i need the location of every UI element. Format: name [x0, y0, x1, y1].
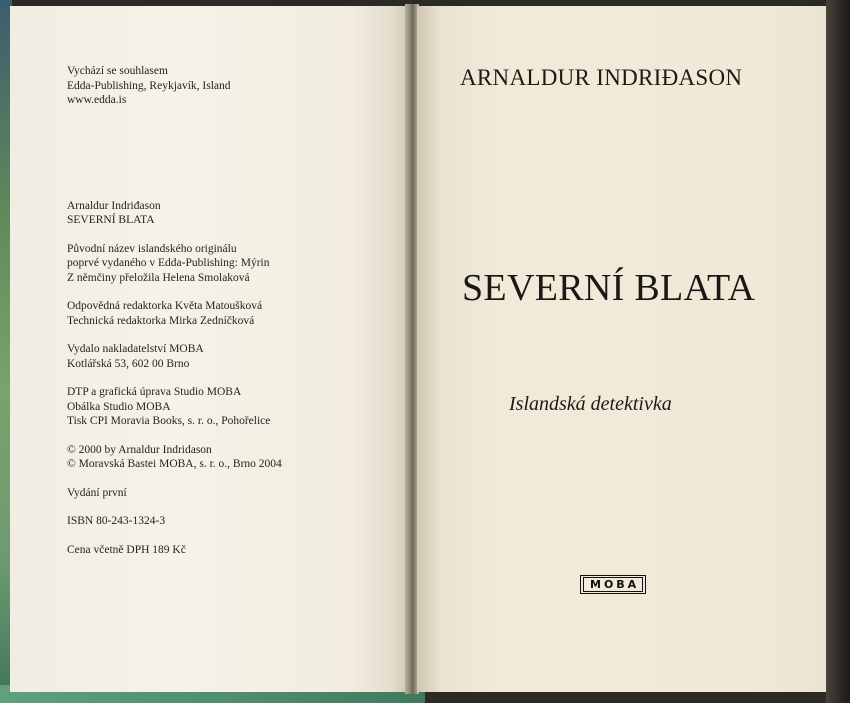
publisher-line: Vydalo nakladatelství MOBA — [67, 343, 204, 355]
production-block — [67, 385, 387, 429]
isbn-line: ISBN 80-243-1324-3 — [67, 515, 166, 527]
original-line: Původní název islandského originálu — [67, 242, 237, 255]
production-line: Obálka Studio MOBA — [67, 400, 171, 413]
publisher-note-line: Edda-Publishing, Reykjavík, Island — [67, 79, 231, 92]
production-line: Tisk CPI Moravia Books, s. r. o., Pohořelice — [67, 415, 271, 427]
author-name: ARNALDUR INDRIĐASON — [460, 65, 743, 90]
book-subtitle: Islandská detektivka — [509, 393, 672, 415]
original-title-block — [67, 242, 387, 286]
production-line: DTP a grafická úprava Studio MOBA — [67, 386, 242, 398]
publisher-logo-text: MOBA — [583, 577, 643, 592]
editor-line: Odpovědná redaktorka Květa Matoušková — [67, 300, 263, 312]
book-title: SEVERNÍ BLATA — [462, 267, 756, 309]
publisher-block — [67, 342, 387, 371]
imprint-block — [67, 64, 387, 557]
right-background-edge — [826, 0, 850, 703]
original-line: poprvé vydaného v Edda-Publishing: Mýrin — [67, 257, 270, 269]
copyright-line: © 2000 by Arnaldur Indridason — [67, 443, 212, 456]
imprint-author: Arnaldur Indriđason — [67, 199, 161, 212]
imprint-title: SEVERNÍ BLATA — [67, 214, 155, 226]
editors-block — [67, 299, 387, 328]
price-line: Cena včetně DPH 189 Kč — [67, 543, 186, 556]
author-title-block — [67, 199, 387, 228]
publisher-logo — [580, 575, 646, 594]
publisher-note-line: www.edda.is — [67, 94, 127, 106]
editor-line: Technická redaktorka Mirka Zedníčková — [67, 314, 255, 327]
copyright-line: © Moravská Bastei MOBA, s. r. o., Brno 2004 — [67, 458, 282, 470]
publisher-address: Kotlářská 53, 602 00 Brno — [67, 357, 190, 370]
translator-line: Z němčiny přeložila Helena Smolaková — [67, 271, 250, 284]
publisher-note-line: Vychází se souhlasem — [67, 65, 168, 77]
publisher-note — [67, 64, 387, 108]
edition-line: Vydání první — [67, 486, 127, 499]
copyright-block — [67, 443, 387, 472]
